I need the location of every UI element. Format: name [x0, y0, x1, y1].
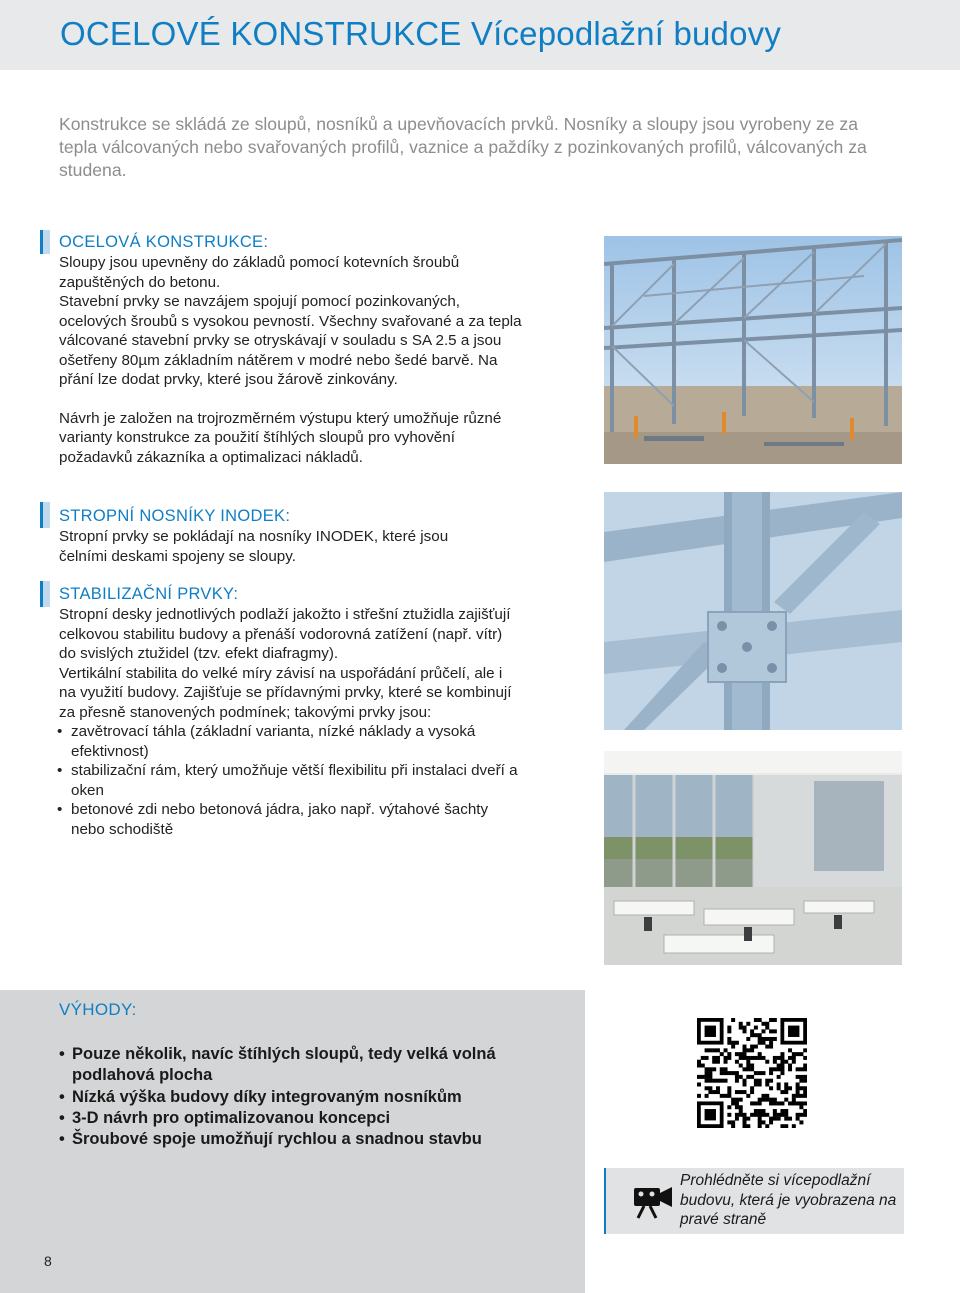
- section-steel-body: [59, 253, 529, 467]
- stabilization-list: [59, 722, 519, 839]
- page-title: OCELOVÉ KONSTRUKCE Vícepodlažní budovy: [60, 15, 782, 52]
- office-photo: [604, 751, 902, 965]
- list-item: • Nízká výška budovy díky integrovaným nosníkům: [59, 1087, 559, 1108]
- qr-code[interactable]: [697, 1018, 807, 1128]
- list-item: • Šroubové spoje umožňují rychlou a snadnou stavbu: [59, 1129, 559, 1150]
- video-camera-icon: [632, 1184, 674, 1220]
- section-marker: [40, 502, 50, 528]
- advantages-title: VÝHODY:: [59, 1000, 137, 1019]
- list-item: • Pouze několik, navíc štíhlých sloupů, tedy velká volná podlahová plocha: [59, 1044, 559, 1087]
- list-item: • stabilizační rám, který umožňuje větší flexibilitu při instalaci dveří a oken: [59, 761, 519, 800]
- beams-paragraph-1: Stropní prvky se pokládají na nosníky INODEK, které jsou čelními deskami spojeny se sloupy.: [59, 528, 449, 565]
- section-marker: [40, 581, 50, 607]
- page-number: 8: [44, 1253, 52, 1269]
- stabilization-paragraph-1: Stropní desky jednotlivých podlaží jakožto i střešní ztužidla zajišťují celkovou stabilitu budovy a přenáší vodorovná zatížení (např. vítr) do svislých ztužidel (tzv. efekt diafragmy).: [59, 606, 511, 662]
- section-title-steel: OCELOVÁ KONSTRUKCE:: [59, 233, 269, 251]
- section-marker: [40, 230, 50, 254]
- construction-photo: [604, 236, 902, 464]
- steel-paragraph-1: Sloupy jsou upevněny do základů pomocí kotevních šroubů zapuštěných do betonu.: [59, 254, 460, 291]
- list-item: • 3-D návrh pro optimalizovanou koncepci: [59, 1108, 559, 1129]
- video-note-box: [604, 1168, 904, 1234]
- video-note-text: Prohlédněte si vícepodlažní budovu, která je vyobrazena na pravé straně: [680, 1172, 897, 1228]
- section-beams-body: [59, 527, 499, 566]
- advantages-list: [59, 1044, 559, 1150]
- stabilization-paragraph-2: Vertikální stabilita do velké míry závisí na uspořádání průčelí, ale i na využití budovy. Zajišťuje se přídavnými prvky, které se kombinují za přesně stanovených podmínek; takovými prvky jsou:: [59, 664, 512, 721]
- steel-paragraph-2: Stavební prvky se navzájem spojují pomocí pozinkovaných, ocelových šroubů s vysokou pevností. Všechny svařované a za tepla válcované stavební prvky se otryskávají v souladu s SA 2.5 a jsou ošetřeny 80µm základním nátěrem v modré nebo šedé barvě. Na přání lze dodat prvky, které jsou žárově zinkovány.: [59, 293, 522, 388]
- intro-paragraph: Konstrukce se skládá ze sloupů, nosníků a upevňovacích prvků. Nosníky a sloupy jsou vyrobeny ze za tepla válcovaných nebo svařovaných profilů, vaznice a paždíky z pozinkovaných profilů, válcovaných za studena.: [59, 114, 867, 180]
- section-title-stabilization: STABILIZAČNÍ PRVKY:: [59, 585, 239, 603]
- section-stabilization-body: [59, 605, 519, 839]
- steel-paragraph-3: Návrh je založen na trojrozměrném výstupu který umožňuje různé varianty konstrukce za použití štíhlých sloupů pro vyhovění požadavků zákazníka a optimalizaci nákladů.: [59, 409, 502, 466]
- steel-joint-photo: [604, 492, 902, 730]
- list-item: • zavětrovací táhla (základní varianta, nízké náklady a vysoká efektivnost): [59, 722, 519, 761]
- list-item: • betonové zdi nebo betonová jádra, jako např. výtahové šachty nebo schodiště: [59, 800, 519, 839]
- section-title-beams: STROPNÍ NOSNÍKY INODEK:: [59, 507, 291, 525]
